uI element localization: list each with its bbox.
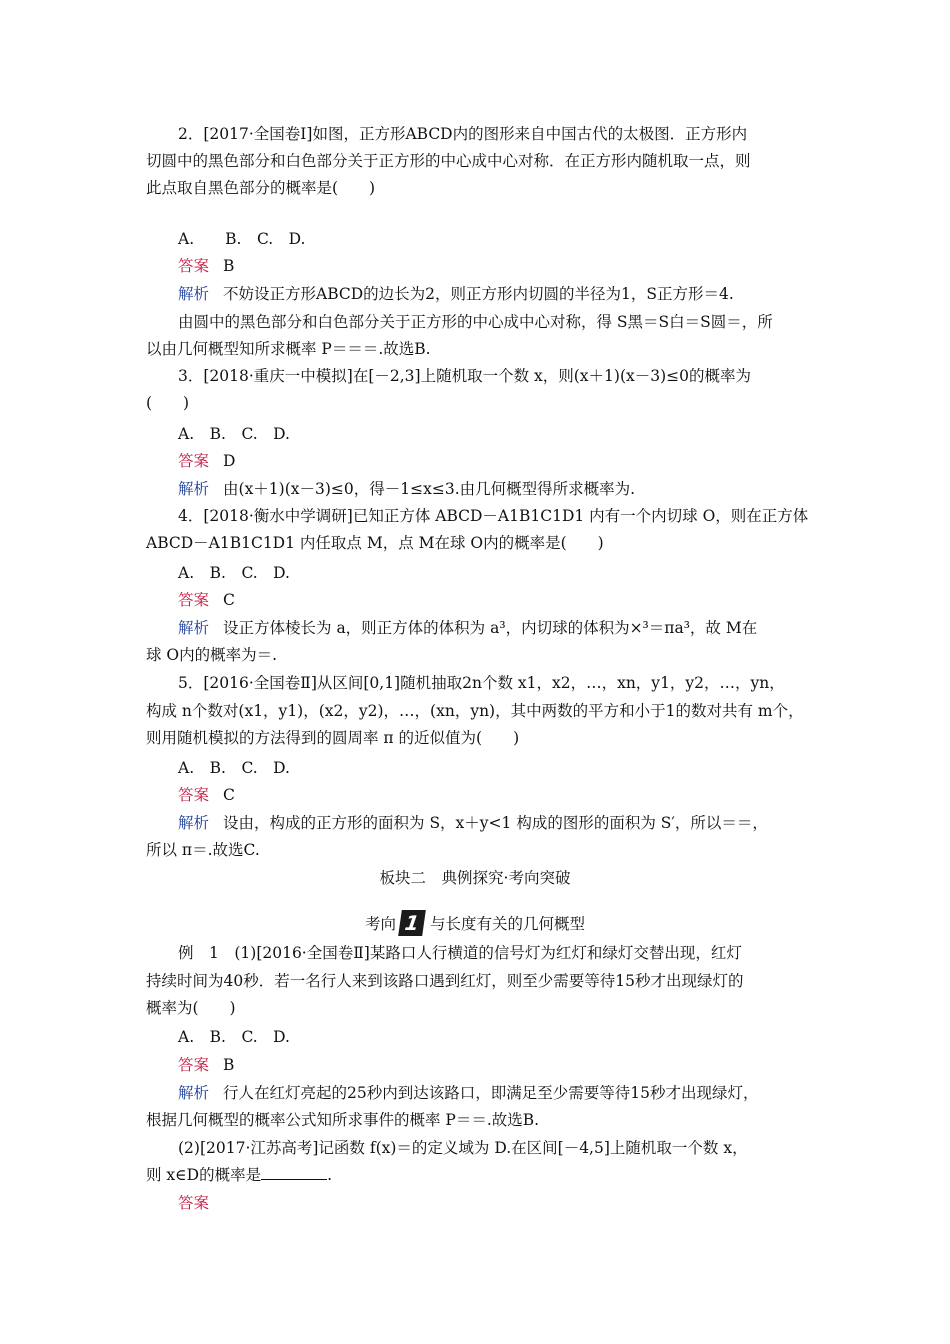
- text-line: [178, 1138, 748, 1158]
- line-text: 构成 n个数对(x1，y1)，(x2，y2)，…，(xn，yn)，其中两数的平方和小于1的数对共有 m个，: [146, 702, 804, 720]
- answer-label: 答案: [178, 591, 210, 609]
- text-line: [146, 178, 375, 198]
- analysis-label: 解析: [178, 619, 210, 637]
- analysis-line: [178, 618, 757, 638]
- text-line: [146, 533, 604, 553]
- text-line: [178, 424, 290, 444]
- line-text: ( ): [146, 394, 190, 412]
- line-text: 球 O内的概率为＝.: [146, 646, 278, 664]
- section-heading: [0, 910, 950, 940]
- line-text: A. B. C. D.: [178, 564, 290, 582]
- line-text: 所以 π＝.故选C.: [146, 841, 260, 859]
- line-text: 此点取自黑色部分的概率是( ): [146, 179, 376, 197]
- answer-line: [178, 451, 235, 471]
- text-line: [146, 728, 519, 748]
- answer-line: [178, 590, 235, 610]
- analysis-label: 解析: [178, 1084, 210, 1102]
- section-number-badge: 1: [398, 910, 426, 936]
- line-text: 根据几何概型的概率公式知所求事件的概率 P＝＝.故选B.: [146, 1111, 540, 1129]
- text-line: [178, 312, 773, 332]
- text-line: [146, 1165, 332, 1185]
- line-text: 5．[2016·全国卷Ⅱ]从区间[0,1]随机抽取2n个数 x1，x2，…，xn，y1，y2，…，yn，: [178, 674, 785, 692]
- text-line: [146, 645, 277, 665]
- block-heading: [0, 868, 950, 888]
- answer-label: 答案: [178, 1194, 210, 1212]
- line-tail: .: [327, 1166, 333, 1184]
- text-line: [178, 563, 290, 583]
- line-text: A. B. C. D.: [178, 759, 290, 777]
- text-line: [178, 943, 742, 963]
- answer-line: [178, 785, 235, 805]
- text-line: [146, 339, 431, 359]
- text-line: [146, 151, 751, 171]
- line-text: 板块二 典例探究·考向突破: [379, 869, 571, 887]
- line-text: 以由几何概型知所求概率 P＝＝＝.故选B.: [146, 340, 431, 358]
- text-line: [146, 393, 189, 413]
- line-text: 由圆中的黑色部分和白色部分关于正方形的中心成中心对称，得 S黑＝S白＝S圆＝，所: [178, 313, 773, 331]
- analysis-label: 解析: [178, 480, 210, 498]
- answer-blank: [261, 1165, 327, 1180]
- line-text: C: [223, 591, 235, 609]
- analysis-line: [178, 479, 635, 499]
- line-text: C: [223, 786, 235, 804]
- analysis-line: [178, 284, 734, 304]
- line-text: 例 1 (1)[2016·全国卷Ⅱ]某路口人行横道的信号灯为红灯和绿灯交替出现，红灯: [178, 944, 742, 962]
- answer-line: [178, 1055, 234, 1075]
- line-text: 切圆中的黑色部分和白色部分关于正方形的中心成中心对称．在正方形内随机取一点，则: [146, 152, 751, 170]
- line-text: 设由，构成的正方形的面积为 S，x＋y<1 构成的图形的面积为 S′，所以＝＝，: [223, 814, 768, 832]
- line-text: 2．[2017·全国卷Ⅰ]如图，正方形ABCD内的图形来自中国古代的太极图．正方形内: [178, 125, 748, 143]
- line-text: 与长度有关的几何概型: [430, 915, 586, 933]
- line-text: 4．[2018·衡水中学调研]已知正方体 ABCD－A1B1C1D1 内有一个内切球 O，则在正方体: [178, 507, 809, 525]
- line-text: (2)[2017·江苏高考]记函数 f(x)＝的定义域为 D.在区间[－4,5]上随机取一个数 x，: [178, 1139, 748, 1157]
- line-text: 概率为( ): [146, 999, 236, 1017]
- line-text: ABCD－A1B1C1D1 内任取点 M，点 M在球 O内的概率是( ): [146, 534, 604, 552]
- line-text: B: [223, 1056, 235, 1074]
- line-text: 则用随机模拟的方法得到的圆周率 π 的近似值为( ): [146, 729, 520, 747]
- line-text: 则 x∈D的概率是: [146, 1166, 262, 1184]
- line-text: D: [223, 452, 236, 470]
- text-line: [178, 366, 751, 386]
- line-text: 3．[2018·重庆一中模拟]在[－2,3]上随机取一个数 x，则(x＋1)(x－3)≤0的概率为: [178, 367, 751, 385]
- text-line: [146, 971, 743, 991]
- answer-line: [178, 1193, 223, 1213]
- analysis-line: [178, 1083, 758, 1103]
- text-line: [146, 998, 236, 1018]
- line-text: A. B. C. D.: [178, 1028, 290, 1046]
- answer-label: 答案: [178, 1056, 210, 1074]
- text-line: [146, 701, 804, 721]
- text-line: [178, 673, 785, 693]
- line-text: 不妨设正方形ABCD的边长为2，则正方形内切圆的半径为1，S正方形＝4.: [223, 285, 734, 303]
- text-line: [178, 1027, 290, 1047]
- text-line: [178, 758, 290, 778]
- line-text: 由(x＋1)(x－3)≤0，得－1≤x≤3.由几何概型得所求概率为.: [223, 480, 636, 498]
- text-line: [146, 1110, 539, 1130]
- text-line: [178, 124, 747, 144]
- answer-label: 答案: [178, 452, 210, 470]
- text-line: [146, 840, 260, 860]
- answer-line: [178, 256, 234, 276]
- analysis-label: 解析: [178, 285, 210, 303]
- analysis-line: [178, 813, 768, 833]
- line-text: 持续时间为40秒．若一名行人来到该路口遇到红灯，则至少需要等待15秒才出现绿灯的: [146, 972, 744, 990]
- line-text: A. B. C. D.: [178, 230, 306, 248]
- text-line: [178, 506, 808, 526]
- line-text: A. B. C. D.: [178, 425, 290, 443]
- text-line: [178, 229, 305, 249]
- answer-label: 答案: [178, 257, 210, 275]
- line-text: 行人在红灯亮起的25秒内到达该路口，即满足至少需要等待15秒才出现绿灯，: [223, 1084, 759, 1102]
- line-text: 设正方体棱长为 a，则正方体的体积为 a³，内切球的体积为×³＝πa³，故 M在: [223, 619, 758, 637]
- line-text: B: [223, 257, 235, 275]
- section-prefix: 考向: [364, 915, 396, 933]
- answer-label: 答案: [178, 786, 210, 804]
- analysis-label: 解析: [178, 814, 210, 832]
